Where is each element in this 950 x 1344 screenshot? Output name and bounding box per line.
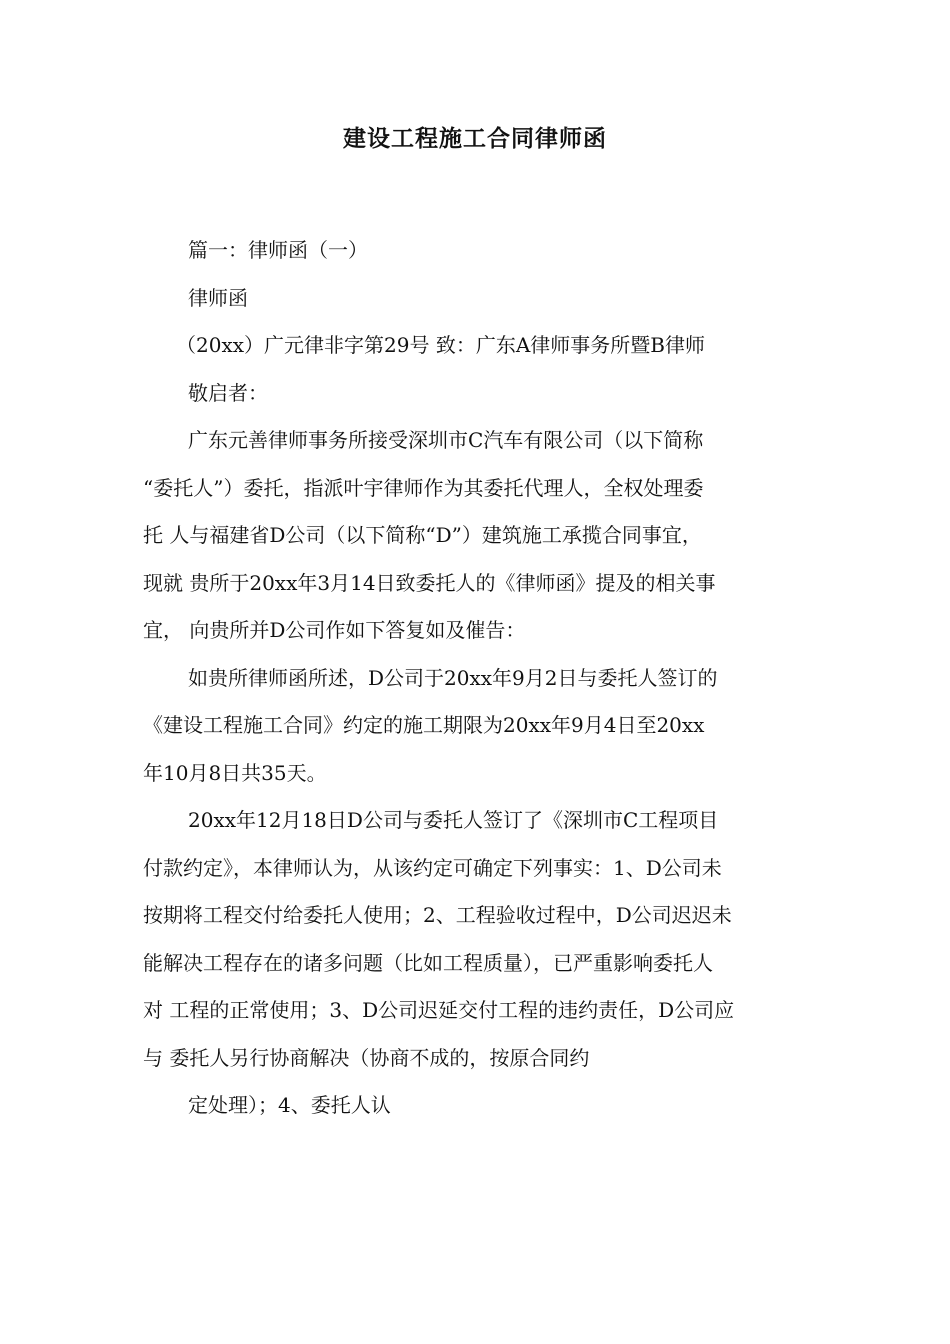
paragraph-line: 能解决工程存在的诸多问题（比如工程质量），已严重影响委托人 [143, 950, 713, 975]
paragraph-line: 与 委托人另行协商解决（协商不成的，按原合同约 [143, 1045, 590, 1070]
paragraph-line: 按期将工程交付给委托人使用；2、工程验收过程中，D公司迟迟未 [143, 903, 732, 927]
paragraph-line: 年10月8日共35天。 [143, 760, 327, 785]
paragraph-line: 定处理）；4、委托人认 [188, 1093, 391, 1117]
paragraph-line: “委托人”）委托，指派叶宇律师作为其委托代理人，全权处理委 [143, 475, 704, 500]
paragraph-line: 20xx年12月18日D公司与委托人签订了《深圳市C工程项目 [188, 808, 719, 832]
document-body [143, 238, 809, 1117]
paragraph-line: 对 工程的正常使用；3、D公司迟延交付工程的违约责任，D公司应 [143, 998, 735, 1022]
salutation: 敬启者： [188, 380, 268, 405]
paragraph-line: 《建设工程施工合同》约定的施工期限为20xx年9月4日至20xx [143, 713, 705, 737]
paragraph-line: 付款约定》，本律师认为，从该约定可确定下列事实：1、D公司未 [143, 855, 722, 880]
document-title: 建设工程施工合同律师函 [343, 126, 607, 152]
paragraph-line: 托 人与福建省D公司（以下简称“D”）建筑施工承揽合同事宜， [143, 523, 702, 547]
paragraph-line: 现就 贵所于20xx年3月14日致委托人的《律师函》提及的相关事 [143, 570, 716, 595]
letter-label: 律师函 [188, 285, 248, 310]
paragraph-line: 如贵所律师函所述，D公司于20xx年9月2日与委托人签订的 [188, 665, 718, 690]
letter-reference: （20xx）广元律非字第29号 致：广东A律师事务所暨B律师 [176, 333, 705, 357]
paragraph-line: 广东元善律师事务所接受深圳市C汽车有限公司（以下简称 [188, 428, 704, 452]
section-heading: 篇一：律师函（一） [188, 238, 368, 262]
paragraph-line: 宜， 向贵所并D公司作如下答复如及催告： [143, 618, 526, 642]
